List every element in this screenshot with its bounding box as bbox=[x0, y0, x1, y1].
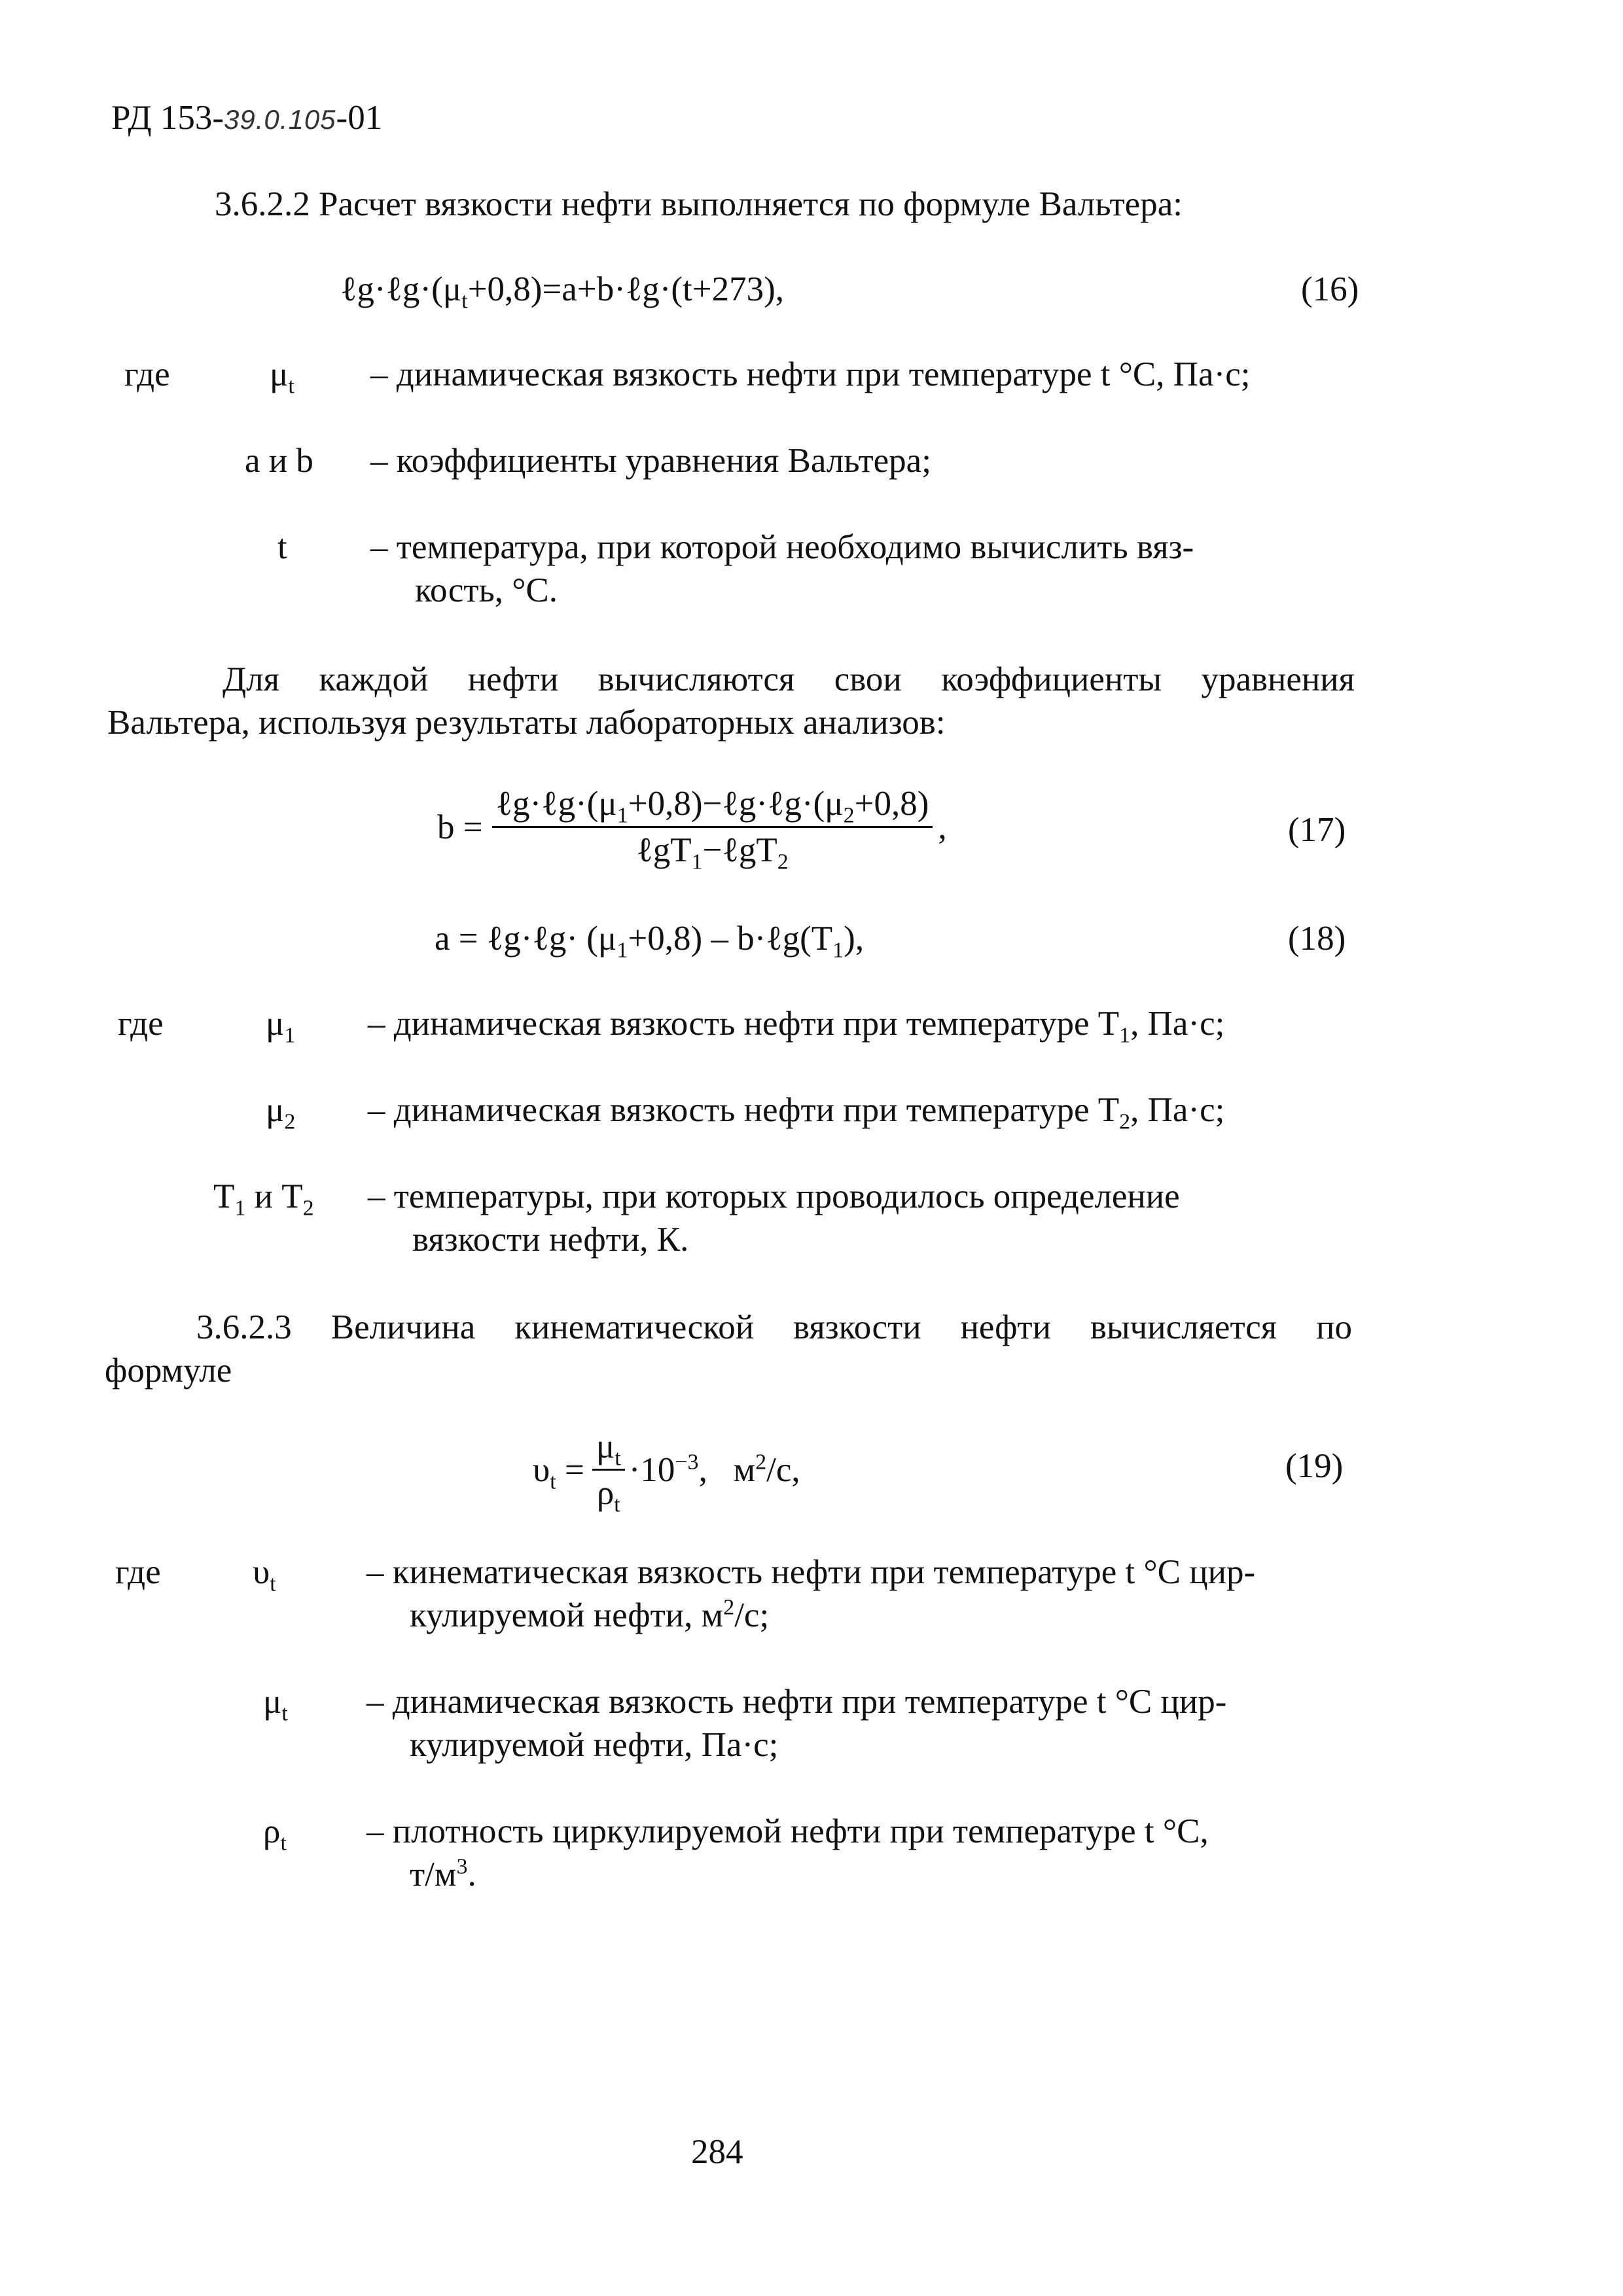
def16-symbol-mu-t: $\mu_t$ bbox=[270, 355, 294, 399]
formula-17-denominator: ℓgT$_1$−ℓgT$_2$ bbox=[636, 831, 789, 874]
equation-number-19: (19) bbox=[1285, 1447, 1344, 1485]
doc-code-handwritten: 39.0.105 bbox=[224, 104, 336, 135]
def16-text-t-line2: кость, °C. bbox=[415, 571, 558, 609]
formula-19-tail: $\cdot 10^{-3}$, $м^2/с$, bbox=[628, 1449, 800, 1489]
def18-text-T1-T2-line1: – температуры, при которых проводилось определение bbox=[368, 1177, 1180, 1215]
def18-text-mu1: – динамическая вязкость нефти при температуре $T_1$, Па·с; bbox=[368, 1005, 1225, 1048]
def16-symbol-a-b: a и b bbox=[245, 442, 313, 480]
where-label-19: где bbox=[115, 1553, 161, 1591]
def16-text-t-line1: – температура, при которой необходимо вычислить вяз- bbox=[370, 528, 1194, 566]
def16-text-mu-t: – динамическая вязкость нефти при температуре t °C, Па·с; bbox=[370, 355, 1251, 393]
doc-code-suffix: -01 bbox=[336, 99, 383, 137]
def16-text-a-b: – коэффициенты уравнения Вальтера; bbox=[370, 442, 931, 480]
where-label-16: где bbox=[124, 355, 170, 393]
def19-text-rho-t-line1: – плотность циркулируемой нефти при температуре t °C, bbox=[366, 1812, 1209, 1850]
section-3622-intro: 3.6.2.2 Расчет вязкости нефти выполняется по формуле Вальтера: bbox=[215, 185, 1183, 223]
formula-19-numerator: $\mu_t$ bbox=[592, 1426, 625, 1471]
paragraph-coefficients-line1: Для каждой нефти вычисляются свои коэффициенты уравнения bbox=[223, 660, 1355, 698]
def19-text-nu-t-line1: – кинематическая вязкость нефти при температуре t °C цир- bbox=[366, 1553, 1256, 1591]
def18-text-T1-T2-line2: вязкости нефти, К. bbox=[412, 1221, 689, 1259]
doc-code-prefix: РД 153- bbox=[111, 99, 224, 137]
def16-symbol-t: t bbox=[277, 528, 287, 566]
def19-symbol-rho-t: $\rho_t$ bbox=[263, 1812, 287, 1856]
formula-16: $\ell g\cdot\ell g\cdot(\mu_t+0,8)=a+b\cdot\ell g\cdot(t+273)$, bbox=[340, 270, 785, 314]
def19-text-rho-t-line2: $т/м^3$. bbox=[410, 1854, 476, 1893]
paragraph-coefficients-line2: Вальтера, используя результаты лабораторных анализов: bbox=[107, 704, 946, 742]
def18-symbol-mu2: $\mu_2$ bbox=[266, 1091, 296, 1134]
page-number: 284 bbox=[691, 2133, 743, 2171]
document-code-header bbox=[111, 97, 382, 141]
def19-symbol-nu-t: $\upsilon_t$ bbox=[253, 1553, 276, 1596]
formula-19-fraction bbox=[592, 1426, 625, 1517]
formula-19 bbox=[533, 1426, 800, 1517]
formula-17 bbox=[437, 783, 947, 874]
def18-symbol-T1-T2: $T_1$ и $T_2$ bbox=[213, 1177, 314, 1221]
def18-text-mu2: – динамическая вязкость нефти при температуре $T_2$, Па·с; bbox=[368, 1091, 1225, 1134]
formula-17-fraction bbox=[492, 783, 933, 874]
equation-number-18: (18) bbox=[1288, 920, 1346, 958]
section-3623-line1: 3.6.2.3 Величина кинематической вязкости нефти вычисляется по bbox=[196, 1308, 1352, 1346]
formula-17-numerator: $\ell g\cdot\ell g\cdot(\mu_1+0,8)-\ell g\cdot\ell g\cdot(\mu_2+0,8)$ bbox=[492, 783, 933, 828]
equation-number-17: (17) bbox=[1288, 811, 1346, 849]
formula-17-lhs: b = bbox=[437, 808, 483, 846]
def18-symbol-mu1: $\mu_1$ bbox=[266, 1005, 296, 1048]
formula-17-tail: , bbox=[938, 808, 947, 846]
def19-text-mu-t-line2: кулируемой нефти, Па·с; bbox=[410, 1726, 779, 1764]
section-3623-line2: формуле bbox=[105, 1352, 232, 1390]
where-label-18: где bbox=[118, 1005, 164, 1043]
def19-text-mu-t-line1: – динамическая вязкость нефти при температуре t °C цир- bbox=[366, 1683, 1227, 1721]
formula-18: a = ℓg·ℓg· $(\mu_1+0,8)$ – $b\cdot\ell g(T_1)$, bbox=[435, 920, 865, 963]
def19-symbol-mu-t: $\mu_t$ bbox=[263, 1683, 288, 1726]
def19-text-nu-t-line2: кулируемой нефти, $м^2/с$; bbox=[410, 1595, 770, 1634]
equation-number-16: (16) bbox=[1301, 270, 1359, 308]
formula-19-lhs: $\upsilon_t$ = bbox=[533, 1450, 584, 1494]
formula-19-denominator: $\rho_t$ bbox=[596, 1474, 620, 1517]
